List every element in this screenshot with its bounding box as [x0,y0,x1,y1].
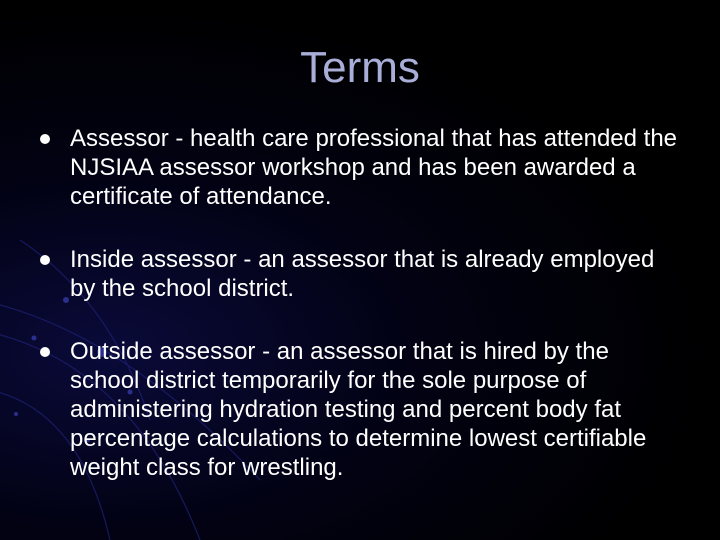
bullet-text: Outside assessor - an assessor that is hired by the school district temporarily for the sole purpose of administering hydration testing and percent body fat percentage calculations to determine lowest certifiable weight class for wrestling. [70,338,647,481]
bullet-icon [40,134,50,144]
bullet-item-assessor [38,124,678,211]
bullet-text: Assessor - health care professional that has attended the NJSIAA assessor workshop and has been awarded a certificate of attendance. [70,125,678,210]
bullet-icon [40,255,50,265]
slide-title: Terms [300,43,420,92]
bullet-item-inside-assessor [38,245,678,303]
bullet-icon [40,347,50,357]
bullet-list [38,124,678,482]
bullet-item-outside-assessor [38,337,678,482]
bullet-text: Inside assessor - an assessor that is already employed by the school district. [70,246,655,302]
